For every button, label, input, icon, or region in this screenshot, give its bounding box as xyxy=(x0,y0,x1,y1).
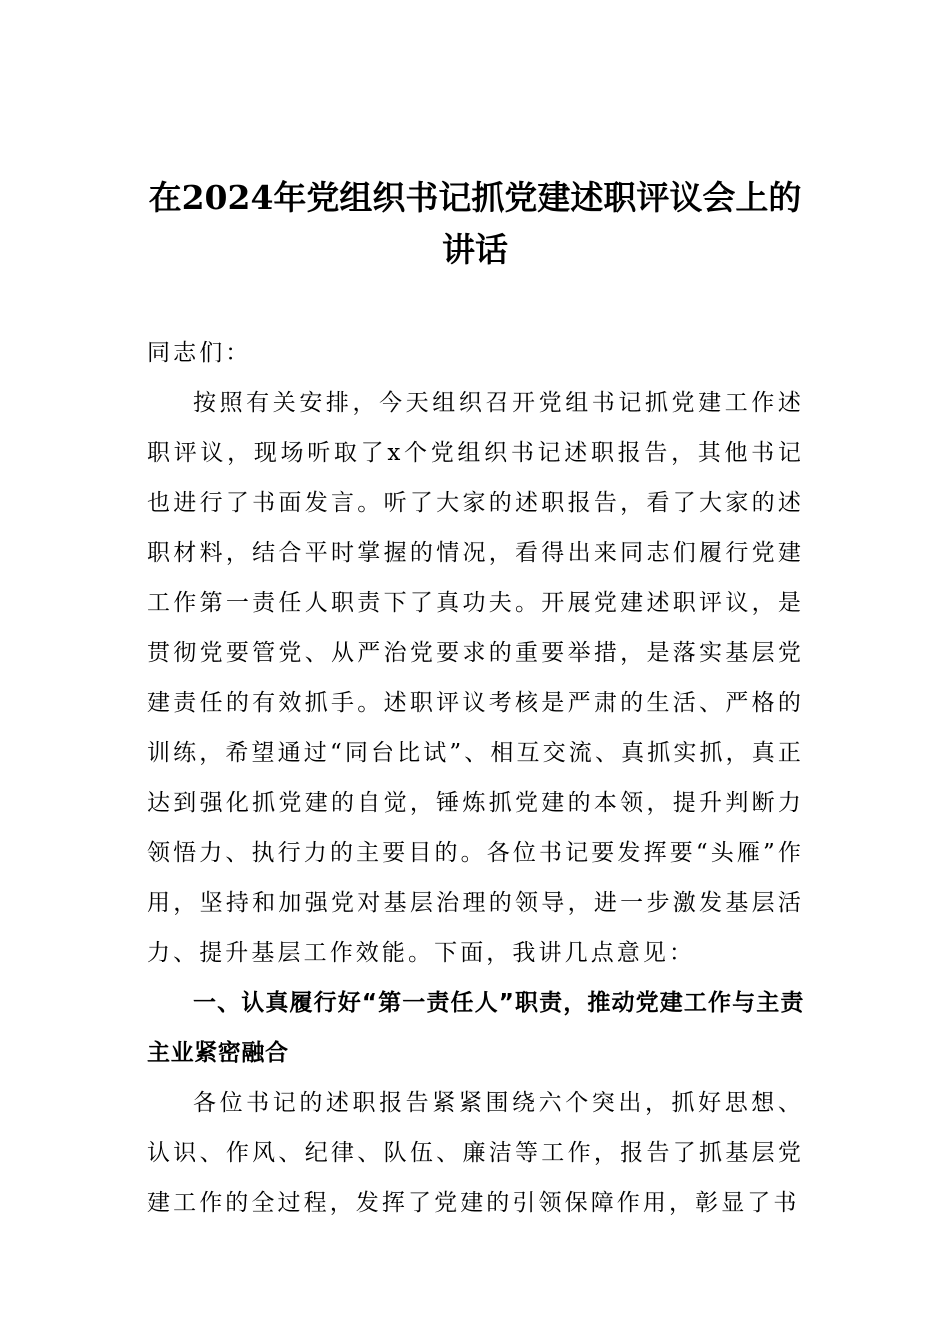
section-heading-1: 一、认真履行好“第一责任人”职责，推动党建工作与主责主业紧密融合 xyxy=(147,990,804,1066)
document-body xyxy=(147,328,804,1228)
paragraph-section-1: 各位书记的述职报告紧紧围绕六个突出，抓好思想、认识、作风、纪律、队伍、廉洁等工作，报告了抓基层党建工作的全过程，发挥了党建的引领保障作用，彰显了书 xyxy=(147,1090,804,1216)
document-title: 在2024年党组织书记抓党建述职评议会上的讲话 xyxy=(148,178,802,269)
paragraph-opening: 按照有关安排，今天组织召开党组书记抓党建工作述职评议，现场听取了x个党组织书记述职报告，其他书记也进行了书面发言。听了大家的述职报告，看了大家的述职材料，结合平时掌握的情况，看得出来同志们履行党建工作第一责任人职责下了真功夫。开展党建述职评议，是贯彻党要管党、从严治党要求的重要举措，是落实基层党建责任的有效抓手。述职评议考核是严肃的生活、严格的训练，希望通过“同台比试”、相互交流、真抓实抓，真正达到强化抓党建的自觉，锤炼抓党建的本领，提升判断力领悟力、执行力的主要目的。各位书记要发挥要“头雁”作用，坚持和加强党对基层治理的领导，进一步激发基层活力、提升基层工作效能。下面，我讲几点意见： xyxy=(147,390,804,966)
salutation: 同志们： xyxy=(147,340,252,366)
